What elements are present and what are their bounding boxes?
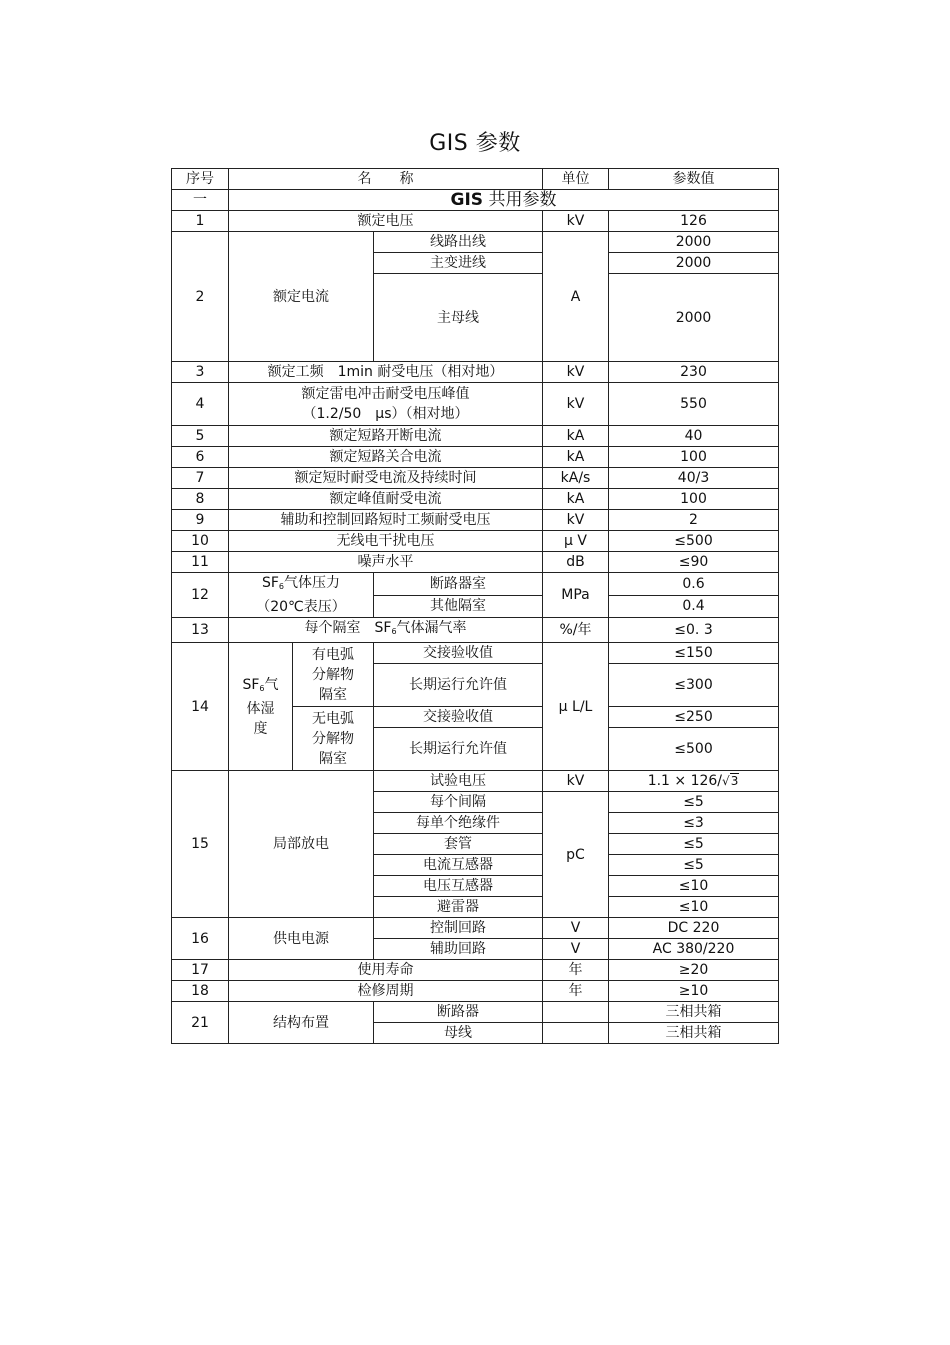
row-subname: 避雷器 (374, 897, 543, 918)
row-seq: 8 (172, 489, 229, 510)
table-row (172, 232, 779, 253)
row-name: 额定工频 1min 耐受电压（相对地） (229, 362, 543, 383)
group-line2: 分解物 (312, 666, 354, 683)
row-seq: 6 (172, 447, 229, 468)
table-row (172, 468, 779, 489)
sqrt-icon: √3 (722, 774, 739, 788)
sf-subscript: 6 (278, 582, 285, 591)
row-subname: 电流互感器 (374, 855, 543, 876)
row-name: 无线电干扰电压 (229, 531, 543, 552)
row-subname: 套管 (374, 834, 543, 855)
header-name: 名 称 (229, 169, 543, 190)
row-name (229, 643, 293, 771)
row-seq: 10 (172, 531, 229, 552)
row-seq: 7 (172, 468, 229, 489)
section-row (172, 190, 779, 211)
row-unit: kV (543, 211, 609, 232)
row-subname: 电压互感器 (374, 876, 543, 897)
row-subname: 长期运行允许值 (374, 664, 543, 707)
gas-pressure-text: 气体压力 (284, 575, 341, 591)
row-value: ≤0. 3 (609, 618, 779, 643)
section-title-bold: GIS (450, 190, 484, 210)
row-subname: 试验电压 (374, 771, 543, 792)
row-value: 三相共箱 (609, 1023, 779, 1044)
row-name (229, 618, 543, 643)
row-value: 126 (609, 211, 779, 232)
row-subname: 其他隔室 (374, 595, 543, 618)
row-value: 230 (609, 362, 779, 383)
row-value: ≤300 (609, 664, 779, 707)
table-row (172, 211, 779, 232)
row-subname: 交接验收值 (374, 643, 543, 664)
table-row (172, 573, 779, 596)
row-seq: 11 (172, 552, 229, 573)
header-seq: 序号 (172, 169, 229, 190)
row-seq: 17 (172, 960, 229, 981)
table-row (172, 531, 779, 552)
gis-parameter-table (171, 168, 779, 1044)
row-name: 额定峰值耐受电流 (229, 489, 543, 510)
row-value: ≤250 (609, 707, 779, 728)
row-unit: V (543, 918, 609, 939)
table-row (172, 489, 779, 510)
row-unit: μ V (543, 531, 609, 552)
group-line1: 无电弧 (312, 710, 354, 727)
row-value: 三相共箱 (609, 1002, 779, 1023)
row-unit: kA/s (543, 468, 609, 489)
row-unit: μ L/L (543, 643, 609, 771)
row-value: ≤3 (609, 813, 779, 834)
row-name: 额定短时耐受电流及持续时间 (229, 468, 543, 489)
row-seq: 16 (172, 918, 229, 960)
row-subname: 线路出线 (374, 232, 543, 253)
row-value: 2000 (609, 253, 779, 274)
group-name-no-arc (293, 707, 374, 771)
row-value: DC 220 (609, 918, 779, 939)
gas-text: 气 (264, 676, 279, 693)
row-unit: kV (543, 383, 609, 426)
row-unit: MPa (543, 573, 609, 618)
table-row (172, 362, 779, 383)
table-row (172, 1002, 779, 1023)
row-seq: 4 (172, 383, 229, 426)
row-subname: 长期运行允许值 (374, 728, 543, 771)
row-value: 40/3 (609, 468, 779, 489)
row-value: ≤150 (609, 643, 779, 664)
row-unit: kV (543, 771, 609, 792)
row-unit: %/年 (543, 618, 609, 643)
row-name: 使用寿命 (229, 960, 543, 981)
row-seq: 14 (172, 643, 229, 771)
row-name: 供电电源 (229, 918, 374, 960)
row-value: ≤5 (609, 792, 779, 813)
row-subname: 主母线 (374, 274, 543, 362)
row-unit: kA (543, 426, 609, 447)
row-seq: 18 (172, 981, 229, 1002)
row-name: 额定电流 (229, 232, 374, 362)
group-line3: 隔室 (319, 686, 347, 703)
row-value: ≤90 (609, 552, 779, 573)
row-name (229, 383, 543, 426)
row-name-line2: 体湿 (246, 700, 275, 717)
row-name-line3: 度 (253, 720, 268, 737)
row-value: ≤5 (609, 855, 779, 876)
row-seq: 2 (172, 232, 229, 362)
row-name: 噪声水平 (229, 552, 543, 573)
section-title (229, 190, 779, 211)
row-name: 检修周期 (229, 981, 543, 1002)
page-title: GIS 参数 (429, 131, 521, 156)
table-row (172, 510, 779, 531)
row-value: ≤10 (609, 897, 779, 918)
row-name-line1: 额定雷电冲击耐受电压峰值 (301, 386, 470, 402)
row-value: ≤5 (609, 834, 779, 855)
row-name-line1 (231, 573, 371, 597)
row-value: 550 (609, 383, 779, 426)
table-row (172, 426, 779, 447)
table-row (172, 771, 779, 792)
row-unit: V (543, 939, 609, 960)
row-seq: 1 (172, 211, 229, 232)
sf-subscript: 6 (391, 627, 397, 636)
row-name: 额定电压 (229, 211, 543, 232)
group-name-arc (293, 643, 374, 707)
row-unit: 年 (543, 960, 609, 981)
row-value: 40 (609, 426, 779, 447)
section-title-rest: 共用参数 (483, 190, 557, 210)
sf-text: SF (242, 676, 260, 693)
group-line2: 分解物 (312, 730, 354, 747)
row-subname: 辅助回路 (374, 939, 543, 960)
table-header-row (172, 169, 779, 190)
test-voltage-text: 1.1 × 126/ (647, 773, 723, 789)
row-value: 2000 (609, 274, 779, 362)
row-name (229, 573, 374, 618)
row-unit: pC (543, 792, 609, 918)
row-value (609, 771, 779, 792)
row-seq: 15 (172, 771, 229, 918)
row-subname: 交接验收值 (374, 707, 543, 728)
row-seq: 13 (172, 618, 229, 643)
row-value: 0.4 (609, 595, 779, 618)
row-unit: kA (543, 447, 609, 468)
row-value: ≥20 (609, 960, 779, 981)
section-seq: 一 (172, 190, 229, 211)
row-name-line2: （20℃表压） (256, 599, 346, 615)
row-name: 额定短路开断电流 (229, 426, 543, 447)
group-line1: 有电弧 (312, 646, 354, 663)
row-subname: 每单个绝缘件 (374, 813, 543, 834)
row-unit (543, 1002, 609, 1023)
row-unit: kV (543, 510, 609, 531)
sqrt-radicand: 3 (730, 774, 739, 788)
row-seq: 21 (172, 1002, 229, 1044)
table-row (172, 960, 779, 981)
table-row (172, 618, 779, 643)
leak-text-a: 每个隔室 SF (304, 620, 392, 636)
row-name: 局部放电 (229, 771, 374, 918)
sf-subscript: 6 (259, 683, 265, 693)
row-name-line1 (231, 675, 290, 699)
table-row (172, 383, 779, 426)
row-value: 0.6 (609, 573, 779, 596)
row-seq: 3 (172, 362, 229, 383)
row-name: 结构布置 (229, 1002, 374, 1044)
row-value: 2000 (609, 232, 779, 253)
row-value: ≤500 (609, 531, 779, 552)
row-unit (543, 1023, 609, 1044)
row-seq: 9 (172, 510, 229, 531)
row-unit: kA (543, 489, 609, 510)
row-value: 100 (609, 489, 779, 510)
row-unit: dB (543, 552, 609, 573)
leak-text-b: 气体漏气率 (396, 620, 467, 636)
header-unit: 单位 (543, 169, 609, 190)
row-name: 辅助和控制回路短时工频耐受电压 (229, 510, 543, 531)
row-value: ≥10 (609, 981, 779, 1002)
row-unit: kV (543, 362, 609, 383)
table-row (172, 447, 779, 468)
table-row (172, 918, 779, 939)
row-subname: 母线 (374, 1023, 543, 1044)
row-value: AC 380/220 (609, 939, 779, 960)
row-value: ≤500 (609, 728, 779, 771)
header-value: 参数值 (609, 169, 779, 190)
table-row (172, 552, 779, 573)
row-seq: 12 (172, 573, 229, 618)
row-subname: 控制回路 (374, 918, 543, 939)
table-row (172, 981, 779, 1002)
sf-text: SF (261, 575, 279, 591)
row-seq: 5 (172, 426, 229, 447)
row-unit: A (543, 232, 609, 362)
table-row (172, 643, 779, 664)
row-value: ≤10 (609, 876, 779, 897)
row-name: 额定短路关合电流 (229, 447, 543, 468)
row-unit: 年 (543, 981, 609, 1002)
row-value: 100 (609, 447, 779, 468)
row-subname: 断路器室 (374, 573, 543, 596)
group-line3: 隔室 (319, 750, 347, 767)
row-subname: 断路器 (374, 1002, 543, 1023)
row-name-line2: （1.2/50 μs）（相对地） (302, 406, 469, 422)
row-subname: 每个间隔 (374, 792, 543, 813)
row-value: 2 (609, 510, 779, 531)
row-subname: 主变进线 (374, 253, 543, 274)
